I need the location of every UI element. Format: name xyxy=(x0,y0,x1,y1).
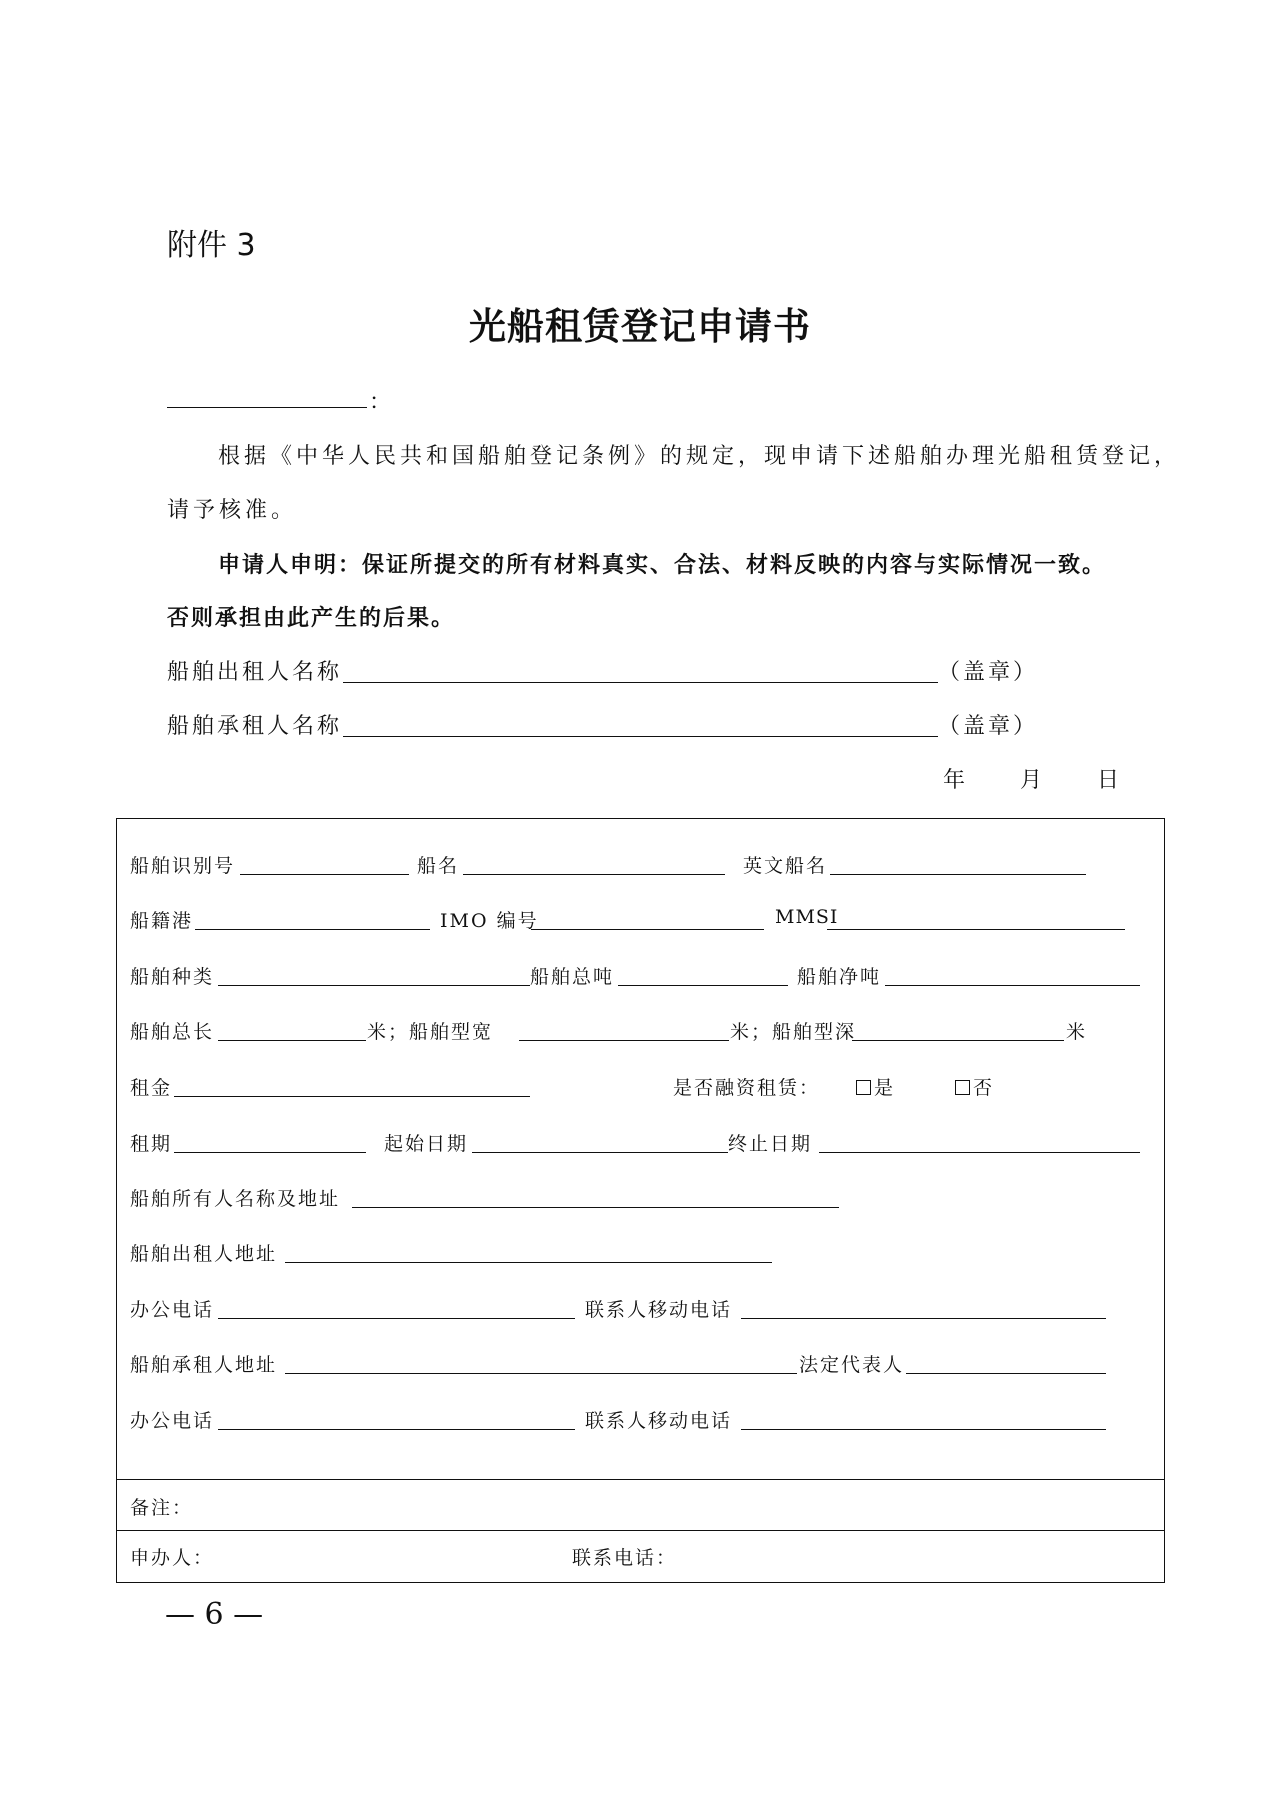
office-phone-2-label: 办公电话 xyxy=(130,1410,215,1432)
no-checkbox[interactable] xyxy=(955,1080,970,1095)
contact-mobile-2-field[interactable] xyxy=(741,1429,1106,1430)
yes-checkbox[interactable] xyxy=(856,1080,871,1095)
ship-id-label: 船舶识别号 xyxy=(130,855,236,877)
no-label: 否 xyxy=(973,1077,995,1099)
lessee-stamp: （盖章） xyxy=(938,714,1039,739)
contact-mobile-1-label: 联系人移动电话 xyxy=(585,1299,733,1321)
paragraph-line-1: 根据《中华人民共和国船舶登记条例》的规定，现申请下述船舶办理光船租赁登记， xyxy=(218,444,1181,469)
finance-lease-label: 是否融资租赁： xyxy=(673,1077,821,1099)
finance-lease-no[interactable] xyxy=(955,1073,994,1100)
mmsi-field[interactable] xyxy=(827,929,1125,930)
ship-type-label: 船舶种类 xyxy=(130,966,215,988)
paragraph-line-2: 请予核准。 xyxy=(167,498,298,523)
form-divider-2 xyxy=(117,1530,1164,1531)
depth-label: 米；船舶型深 xyxy=(730,1021,857,1043)
imo-label: IMO 编号 xyxy=(440,910,539,932)
port-field[interactable] xyxy=(195,929,430,930)
mmsi-label: MMSI xyxy=(775,906,839,928)
imo-field[interactable] xyxy=(531,929,764,930)
contact-phone-label: 联系电话： xyxy=(572,1547,678,1569)
lease-term-field[interactable] xyxy=(174,1152,366,1153)
lessee-name-field[interactable] xyxy=(343,736,938,737)
form-divider-1 xyxy=(117,1479,1164,1480)
addressee-colon: ： xyxy=(369,390,392,415)
gross-tonnage-label: 船舶总吨 xyxy=(530,966,615,988)
legal-rep-label: 法定代表人 xyxy=(797,1350,906,1377)
lessor-stamp: （盖章） xyxy=(938,660,1039,685)
lease-term-label: 租期 xyxy=(130,1133,173,1155)
end-date-field[interactable] xyxy=(819,1152,1140,1153)
lessee-address-field[interactable] xyxy=(285,1373,1106,1374)
office-phone-2-field[interactable] xyxy=(218,1429,575,1430)
ship-id-field[interactable] xyxy=(240,874,409,875)
length-field[interactable] xyxy=(218,1040,366,1041)
gross-tonnage-field[interactable] xyxy=(618,985,788,986)
document-title: 光船租赁登记申请书 xyxy=(469,304,811,348)
english-name-label: 英文船名 xyxy=(743,855,828,877)
lessor-name-label: 船舶出租人名称 xyxy=(167,660,343,685)
depth-field[interactable] xyxy=(852,1040,1064,1041)
owner-name-address-field[interactable] xyxy=(352,1207,839,1208)
ship-name-field[interactable] xyxy=(463,874,725,875)
english-name-field[interactable] xyxy=(830,874,1086,875)
date-month: 月 xyxy=(1020,768,1043,793)
date-day: 日 xyxy=(1097,768,1120,793)
addressee-field[interactable] xyxy=(167,407,367,408)
depth-unit: 米 xyxy=(1066,1021,1088,1043)
lessor-name-field[interactable] xyxy=(343,682,938,683)
owner-name-address-label: 船舶所有人名称及地址 xyxy=(130,1188,341,1210)
office-phone-1-field[interactable] xyxy=(218,1318,575,1319)
contact-mobile-1-field[interactable] xyxy=(741,1318,1106,1319)
remarks-label: 备注： xyxy=(130,1497,194,1519)
net-tonnage-field[interactable] xyxy=(885,985,1140,986)
page-number: — 6 — xyxy=(165,1597,264,1632)
date-year: 年 xyxy=(943,768,966,793)
breadth-field[interactable] xyxy=(519,1040,729,1041)
attachment-label: 附件 3 xyxy=(167,228,256,263)
rent-field[interactable] xyxy=(174,1096,530,1097)
end-date-label: 终止日期 xyxy=(728,1133,813,1155)
lessee-name-label: 船舶承租人名称 xyxy=(167,714,343,739)
port-label: 船籍港 xyxy=(130,910,194,932)
contact-mobile-2-label: 联系人移动电话 xyxy=(585,1410,733,1432)
application-form-box xyxy=(116,818,1165,1583)
handler-label: 申办人： xyxy=(130,1547,215,1569)
office-phone-1-label: 办公电话 xyxy=(130,1299,215,1321)
start-date-field[interactable] xyxy=(472,1152,728,1153)
breadth-label: 米；船舶型宽 xyxy=(367,1021,494,1043)
length-label: 船舶总长 xyxy=(130,1021,215,1043)
declaration-line-1: 申请人申明：保证所提交的所有材料真实、合法、材料反映的内容与实际情况一致。 xyxy=(218,552,1107,578)
lessee-address-label: 船舶承租人地址 xyxy=(130,1354,278,1376)
rent-label: 租金 xyxy=(130,1077,173,1099)
yes-label: 是 xyxy=(874,1077,896,1099)
start-date-label: 起始日期 xyxy=(384,1133,469,1155)
lessor-address-field[interactable] xyxy=(285,1262,772,1263)
ship-type-field[interactable] xyxy=(218,985,530,986)
finance-lease-yes[interactable] xyxy=(856,1073,895,1100)
declaration-line-2: 否则承担由此产生的后果。 xyxy=(167,605,456,631)
lessor-address-label: 船舶出租人地址 xyxy=(130,1243,278,1265)
net-tonnage-label: 船舶净吨 xyxy=(797,966,882,988)
ship-name-label: 船名 xyxy=(417,855,460,877)
